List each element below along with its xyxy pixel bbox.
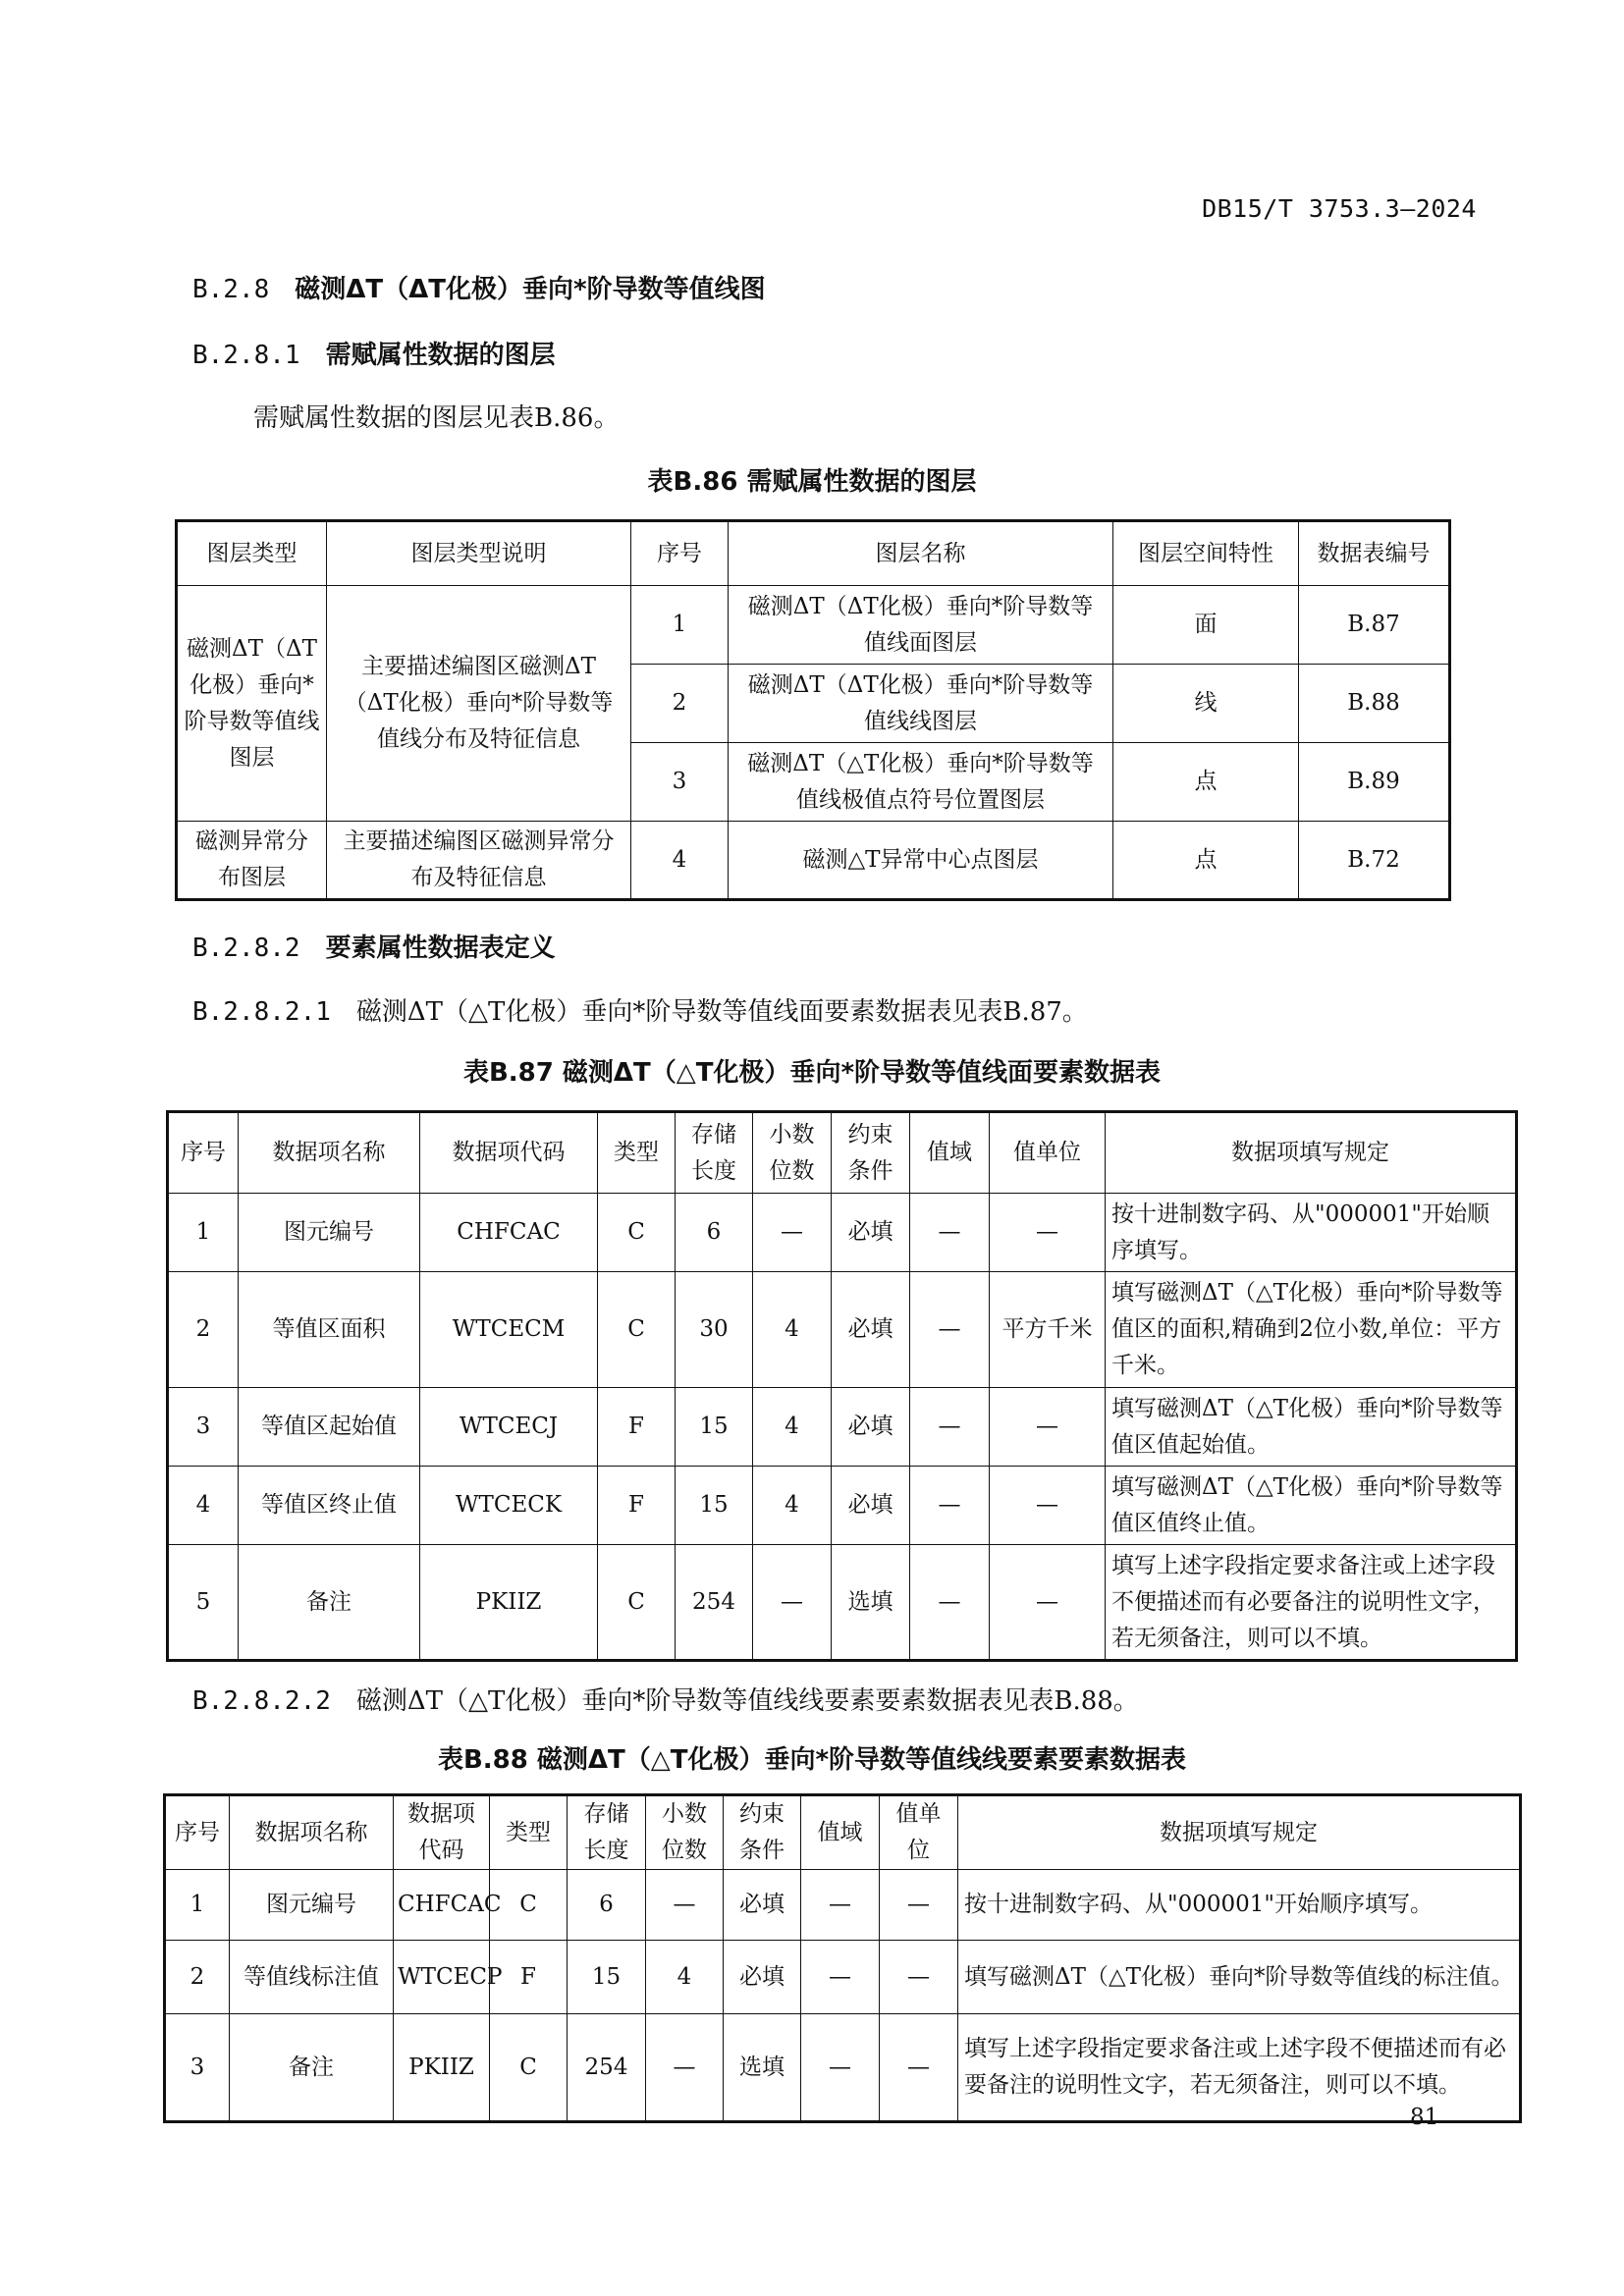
cell-layer-name: 磁测△T异常中心点图层 [729, 822, 1113, 900]
table-b87 [166, 1110, 1518, 1662]
header-cell: 图层名称 [729, 521, 1113, 586]
cell-domain: — [801, 2014, 880, 2122]
header-cell: 序号 [165, 1795, 230, 1870]
table-header-row [177, 521, 1450, 586]
cell-item-code: WTCECM [420, 1272, 598, 1388]
layer-desc-cell: 主要描述编图区磁测异常分布及特征信息 [327, 822, 631, 900]
cell-item-name: 等值区起始值 [239, 1388, 420, 1467]
cell-unit: 平方千米 [990, 1272, 1106, 1388]
cell-item-code: CHFCAC [394, 1870, 490, 1941]
cell-rule: 填写磁测ΔT（△T化极）垂向*阶导数等值区值终止值。 [1106, 1467, 1517, 1545]
cell-item-name: 备注 [230, 2014, 394, 2122]
table88-caption: 表B.88 磁测ΔT（△T化极）垂向*阶导数等值线线要素要素数据表 [437, 1745, 1187, 1775]
header-cell: 类型 [490, 1795, 568, 1870]
section-title: 磁测ΔT（ΔT化极）垂向*阶导数等值线图 [295, 275, 766, 304]
cell-item-name: 备注 [239, 1545, 420, 1661]
cell-constraint: 必填 [724, 1870, 801, 1941]
cell-decimals: 4 [753, 1388, 832, 1467]
cell-no: 2 [168, 1272, 239, 1388]
cell-length: 15 [676, 1467, 753, 1545]
cell-no: 1 [168, 1194, 239, 1272]
cell-unit: — [880, 2014, 958, 2122]
table-row [165, 1941, 1521, 2014]
cell-decimals: 4 [753, 1467, 832, 1545]
cell-item-name: 等值区面积 [239, 1272, 420, 1388]
paragraph-b2821 [192, 991, 1088, 1028]
cell-rule: 按十进制数字码、从"000001"开始顺序填写。 [1106, 1194, 1517, 1272]
cell-unit: — [990, 1194, 1106, 1272]
table-row [165, 2014, 1521, 2122]
cell-decimals: — [753, 1194, 832, 1272]
cell-spatial: 线 [1113, 665, 1299, 743]
cell-layer-name: 磁测ΔT（ΔT化极）垂向*阶导数等值线面图层 [729, 586, 1113, 665]
cell-rule: 按十进制数字码、从"000001"开始顺序填写。 [958, 1870, 1521, 1941]
cell-rule: 填写磁测ΔT（△T化极）垂向*阶导数等值区值起始值。 [1106, 1388, 1517, 1467]
cell-spatial: 面 [1113, 586, 1299, 665]
cell-item-name: 图元编号 [239, 1194, 420, 1272]
cell-no: 3 [631, 743, 729, 822]
cell-length: 6 [676, 1194, 753, 1272]
table-header-row [168, 1112, 1517, 1194]
layer-type-cell: 磁测ΔT（ΔT化极）垂向*阶导数等值线图层 [177, 586, 327, 822]
cell-unit: — [990, 1467, 1106, 1545]
header-cell: 值域 [910, 1112, 990, 1194]
cell-item-name: 等值区终止值 [239, 1467, 420, 1545]
header-cell: 约束条件 [832, 1112, 910, 1194]
cell-domain: — [910, 1467, 990, 1545]
cell-domain: — [910, 1272, 990, 1388]
table-row [168, 1272, 1517, 1388]
cell-no: 5 [168, 1545, 239, 1661]
section-number: B.2.8 [192, 275, 270, 304]
table87-caption: 表B.87 磁测ΔT（△T化极）垂向*阶导数等值线面要素数据表 [462, 1058, 1162, 1088]
cell-type: F [598, 1467, 676, 1545]
cell-domain: — [801, 1870, 880, 1941]
table-row [168, 1545, 1517, 1661]
cell-type: C [598, 1272, 676, 1388]
cell-item-name: 等值线标注值 [230, 1941, 394, 2014]
cell-constraint: 必填 [832, 1194, 910, 1272]
cell-domain: — [910, 1545, 990, 1661]
cell-length: 6 [568, 1870, 646, 1941]
section-title: 需赋属性数据的图层 [325, 341, 556, 370]
header-cell: 数据项代码 [420, 1112, 598, 1194]
header-cell: 图层空间特性 [1113, 521, 1299, 586]
page-number: 81 [1410, 2105, 1439, 2130]
paragraph-b281: 需赋属性数据的图层见表B.86。 [253, 403, 620, 433]
cell-type: F [598, 1388, 676, 1467]
header-cell: 数据项名称 [230, 1795, 394, 1870]
table-row [168, 1194, 1517, 1272]
section-number: B.2.8.1 [192, 341, 300, 370]
layer-desc-cell: 主要描述编图区磁测ΔT（ΔT化极）垂向*阶导数等值线分布及特征信息 [327, 586, 631, 822]
cell-spatial: 点 [1113, 743, 1299, 822]
header-cell: 值域 [801, 1795, 880, 1870]
header-cell: 序号 [168, 1112, 239, 1194]
header-cell: 存储长度 [568, 1795, 646, 1870]
table-b86 [175, 519, 1451, 901]
cell-no: 3 [165, 2014, 230, 2122]
cell-item-code: WTCECP [394, 1941, 490, 2014]
cell-no: 2 [165, 1941, 230, 2014]
cell-layer-name: 磁测ΔT（ΔT化极）垂向*阶导数等值线线图层 [729, 665, 1113, 743]
table-b88 [163, 1793, 1522, 2123]
cell-no: 1 [631, 586, 729, 665]
cell-constraint: 必填 [832, 1467, 910, 1545]
cell-no: 1 [165, 1870, 230, 1941]
cell-no: 4 [631, 822, 729, 900]
header-cell: 值单位 [990, 1112, 1106, 1194]
cell-constraint: 必填 [724, 1941, 801, 2014]
cell-table-no: B.89 [1299, 743, 1450, 822]
cell-type: C [598, 1194, 676, 1272]
cell-length: 15 [676, 1388, 753, 1467]
section-number: B.2.8.2 [192, 934, 300, 963]
header-cell: 数据项名称 [239, 1112, 420, 1194]
table-row [177, 822, 1450, 900]
section-heading-b28 [192, 269, 766, 305]
cell-type: C [490, 1870, 568, 1941]
cell-domain: — [801, 1941, 880, 2014]
paragraph-b2822 [192, 1681, 1139, 1717]
header-cell: 图层类型 [177, 521, 327, 586]
cell-type: F [490, 1941, 568, 2014]
cell-length: 15 [568, 1941, 646, 2014]
cell-table-no: B.72 [1299, 822, 1450, 900]
table-row [168, 1388, 1517, 1467]
cell-unit: — [990, 1545, 1106, 1661]
header-cell: 数据项代码 [394, 1795, 490, 1870]
section-title: 要素属性数据表定义 [325, 934, 556, 963]
header-cell: 存储长度 [676, 1112, 753, 1194]
cell-item-code: PKIIZ [420, 1545, 598, 1661]
cell-item-code: WTCECK [420, 1467, 598, 1545]
header-cell: 值单位 [880, 1795, 958, 1870]
cell-unit: — [990, 1388, 1106, 1467]
cell-no: 4 [168, 1467, 239, 1545]
cell-decimals: 4 [646, 1941, 724, 2014]
paragraph-text: 磁测ΔT（△T化极）垂向*阶导数等值线线要素要素数据表见表B.88。 [355, 1686, 1139, 1716]
header-cell: 数据项填写规定 [958, 1795, 1521, 1870]
header-cell: 序号 [631, 521, 729, 586]
cell-unit: — [880, 1870, 958, 1941]
cell-constraint: 必填 [832, 1272, 910, 1388]
cell-no: 2 [631, 665, 729, 743]
cell-decimals: — [646, 2014, 724, 2122]
header-cell: 图层类型说明 [327, 521, 631, 586]
cell-constraint: 选填 [832, 1545, 910, 1661]
cell-domain: — [910, 1388, 990, 1467]
cell-rule: 填写磁测ΔT（△T化极）垂向*阶导数等值区的面积,精确到2位小数,单位：平方千米。 [1106, 1272, 1517, 1388]
cell-item-code: PKIIZ [394, 2014, 490, 2122]
cell-decimals: 4 [753, 1272, 832, 1388]
cell-no: 3 [168, 1388, 239, 1467]
cell-rule: 填写磁测ΔT（△T化极）垂向*阶导数等值线的标注值。 [958, 1941, 1521, 2014]
header-cell: 约束条件 [724, 1795, 801, 1870]
section-number: B.2.8.2.1 [192, 997, 331, 1027]
header-cell: 类型 [598, 1112, 676, 1194]
cell-spatial: 点 [1113, 822, 1299, 900]
cell-type: C [598, 1545, 676, 1661]
layer-type-cell: 磁测异常分布图层 [177, 822, 327, 900]
cell-decimals: — [753, 1545, 832, 1661]
table-header-row [165, 1795, 1521, 1870]
cell-layer-name: 磁测ΔT（△T化极）垂向*阶导数等值线极值点符号位置图层 [729, 743, 1113, 822]
cell-item-code: WTCECJ [420, 1388, 598, 1467]
cell-table-no: B.87 [1299, 586, 1450, 665]
section-heading-b281 [192, 335, 556, 371]
cell-unit: — [880, 1941, 958, 2014]
table-row [168, 1467, 1517, 1545]
table86-caption: 表B.86 需赋属性数据的图层 [647, 467, 977, 497]
table-row [165, 1870, 1521, 1941]
paragraph-text: 磁测ΔT（△T化极）垂向*阶导数等值线面要素数据表见表B.87。 [355, 997, 1088, 1027]
cell-constraint: 选填 [724, 2014, 801, 2122]
header-cell: 小数位数 [646, 1795, 724, 1870]
cell-length: 254 [676, 1545, 753, 1661]
header-cell: 小数位数 [753, 1112, 832, 1194]
cell-item-code: CHFCAC [420, 1194, 598, 1272]
cell-length: 254 [568, 2014, 646, 2122]
header-cell: 数据表编号 [1299, 521, 1450, 586]
cell-rule: 填写上述字段指定要求备注或上述字段不便描述而有必要备注的说明性文字，若无须备注，则可以不填。 [1106, 1545, 1517, 1661]
header-cell: 数据项填写规定 [1106, 1112, 1517, 1194]
cell-type: C [490, 2014, 568, 2122]
document-number: DB15/T 3753.3—2024 [1202, 194, 1477, 223]
cell-domain: — [910, 1194, 990, 1272]
cell-length: 30 [676, 1272, 753, 1388]
cell-constraint: 必填 [832, 1388, 910, 1467]
table-row [177, 586, 1450, 665]
cell-rule: 填写上述字段指定要求备注或上述字段不便描述而有必要备注的说明性文字，若无须备注，则可以不填。 [958, 2014, 1521, 2122]
section-number: B.2.8.2.2 [192, 1686, 331, 1716]
cell-decimals: — [646, 1870, 724, 1941]
cell-item-name: 图元编号 [230, 1870, 394, 1941]
cell-table-no: B.88 [1299, 665, 1450, 743]
section-heading-b282 [192, 928, 556, 964]
